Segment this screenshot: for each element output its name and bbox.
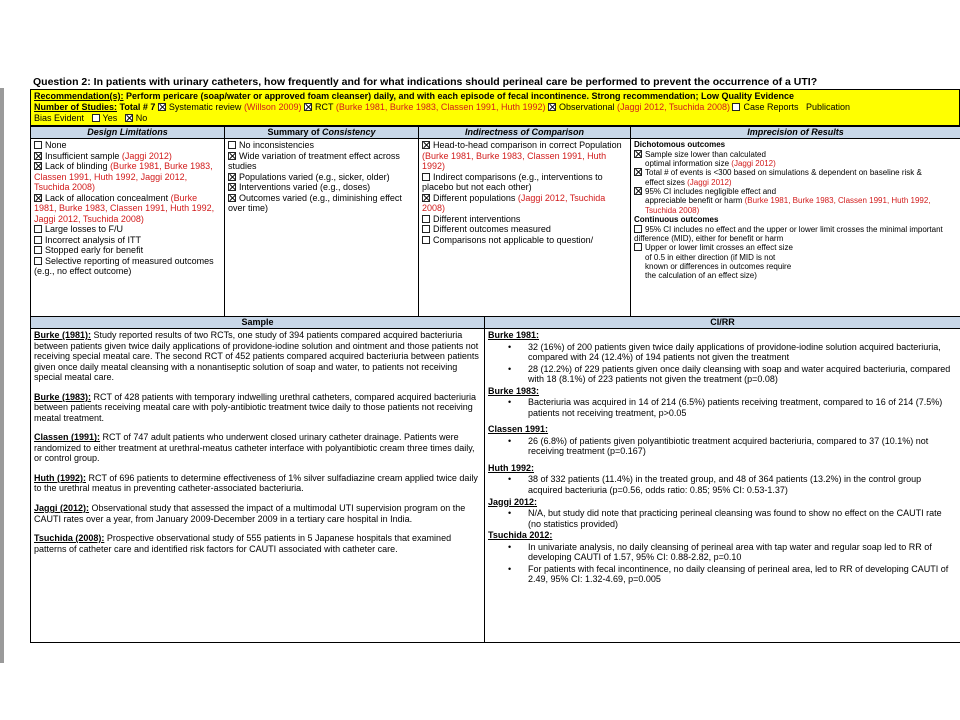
design-item (34, 224, 221, 235)
indirectness-item (422, 235, 627, 246)
studies-line (34, 102, 956, 113)
indirectness-header: Indirectness of Comparison (419, 127, 631, 139)
cirr-bullet: • N/A, but study did note that practicing perineal cleansing was found to show no effect on the CAUTI rate (no statistics provided) (488, 508, 957, 529)
consistency-item-text: Interventions varied (e.g., doses) (239, 182, 371, 193)
indirectness-checkbox[interactable] (422, 236, 430, 244)
consistency-item-text: Wide variation of treatment effect across studies (228, 150, 400, 172)
imprecision-item-text: 95% CI includes no effect and the upper or lower limit crosses the minimal important difference (MID), either for benefit or harm (634, 224, 943, 243)
cirr-group (488, 424, 957, 457)
indirectness-checkbox[interactable] (422, 215, 430, 223)
imprecision-item (634, 187, 957, 196)
observational-label: Observational (559, 102, 615, 113)
indirectness-item (422, 140, 627, 172)
recommendation-text: Perform pericare (soap/water or approved foam cleanser) daily, and with each episode of fecal incontinence. Strong recommendation; Low Quality Evidence (123, 91, 795, 102)
studies-label: Number of Studies: (34, 102, 118, 113)
indirectness-item (422, 214, 627, 225)
design-checkbox[interactable] (34, 236, 42, 244)
case-reports-checkbox[interactable] (732, 103, 740, 111)
summary-box (30, 89, 960, 126)
rct-checkbox[interactable] (304, 103, 312, 111)
design-item-text: None (45, 140, 67, 151)
design-item-text: Lack of blinding (45, 161, 108, 172)
indirectness-item (422, 193, 627, 214)
sample-cell (31, 329, 485, 643)
design-item (34, 161, 221, 193)
cirr-group (488, 463, 957, 496)
cirr-bullet: • In univariate analysis, no daily cleansing of perineal area with tap water and regular soap led to RR of developing CAUTI of 1.57, 95% CI: 0.88-2.82, p=0.10 (488, 542, 957, 563)
evidence-table-document (30, 74, 960, 643)
design-cell (31, 139, 225, 317)
imprecision-checkbox[interactable] (634, 150, 642, 158)
bias-yes-label: Yes (102, 113, 118, 124)
consistency-item-text: Outcomes varied (e.g., diminishing effect over time) (228, 192, 402, 214)
design-checkbox[interactable] (34, 162, 42, 170)
design-item (34, 140, 221, 151)
design-item-text: Incorrect analysis of ITT (45, 234, 142, 245)
indirectness-item (422, 172, 627, 193)
imprecision-header: Imprecision of Results (631, 127, 960, 139)
cirr-group (488, 386, 957, 419)
observational-ref: (Jaggi 2012, Tsuchida 2008) (617, 102, 730, 113)
indirectness-item-text: Head-to-head comparison in correct Population (433, 140, 622, 151)
indirectness-item-text: Different interventions (433, 213, 521, 224)
indirectness-item (422, 224, 627, 235)
design-item-ref: (Burke 1981, Burke 1983, Classen 1991, Huth 1992, Jaggi 2012, Tsuchida 2008) (34, 161, 213, 193)
cirr-study-name: Tsuchida 2012: (488, 530, 553, 541)
design-item-text: Lack of allocation concealment (45, 192, 169, 203)
sample-study-text: Prospective observational study of 555 patients in 5 Japanese hospitals that examined patterns of catheter care and identified risk factors for CAUTI associated with catheter care. (34, 533, 452, 554)
systematic-review-checkbox[interactable] (158, 103, 166, 111)
design-item (34, 256, 221, 277)
design-item-text: Large losses to F/U (45, 224, 124, 235)
bias-label: Bias Evident (34, 113, 85, 124)
indirectness-item-text: Different populations (433, 192, 516, 203)
sample-cirr-table (30, 316, 960, 643)
sample-entry (34, 432, 481, 464)
sample-header: Sample (31, 317, 485, 329)
sample-study-text: RCT of 696 patients to determine effectiveness of 1% silver sulfadiazine cream applied twice daily to the urethral meatus in preventing catheter-associated bacteriuria. (34, 472, 478, 494)
consistency-cell (225, 139, 419, 317)
design-item (34, 245, 221, 256)
consistency-header (225, 127, 419, 139)
studies-total: Total # 7 (119, 102, 156, 113)
imprecision-item-text: optimal information size (645, 159, 730, 168)
indirectness-item-text: Different outcomes measured (433, 224, 551, 235)
question-title: Question 2: In patients with urinary catheters, how frequently and for what indications should perineal care be performed to prevent the occurrence of a UTI? (33, 76, 818, 88)
design-checkbox[interactable] (34, 152, 42, 160)
consistency-checkbox[interactable] (228, 173, 236, 181)
sample-entry (34, 533, 481, 554)
sample-study-name: Burke (1981): (34, 330, 92, 341)
rct-ref: (Burke 1981, Burke 1983, Classen 1991, Huth 1992) (335, 102, 546, 113)
design-item-text: Insufficient sample (45, 150, 120, 161)
imprecision-item-text: Total # of events is <300 based on simulations & dependent on baseline risk & (645, 168, 922, 178)
systematic-review-ref: (Willson 2009) (243, 102, 302, 113)
design-item (34, 235, 221, 246)
indirectness-item-text: Indirect comparisons (e.g., interventions to placebo but not each other) (422, 171, 603, 193)
indirectness-item-ref: (Jaggi 2012, Tsuchida 2008) (422, 192, 606, 214)
bias-no-label: No (135, 113, 148, 124)
bias-yes-checkbox[interactable] (92, 114, 100, 122)
sample-study-name: Burke (1983): (34, 391, 92, 402)
consistency-checkbox[interactable] (228, 194, 236, 202)
design-item-text: Stopped early for benefit (45, 245, 144, 256)
consistency-item (228, 151, 415, 172)
consistency-item (228, 193, 415, 214)
cirr-study-name: Huth 1992: (488, 462, 535, 473)
sample-study-text: Study reported results of two RCTs, one study of 394 patients compared acquired bacteriuria between patients given twice daily applications of providone-iodine solution and ointment and those patients not receiving special meatal care. The second RCT of 452 patients compared acquired bacteriuria between patients given once daily meatal cleansing with a nonantiseptic solution of soap and water, to patients not receiving special meatal care. (34, 330, 479, 383)
design-checkbox[interactable] (34, 257, 42, 265)
imprecision-item-text: 95% CI includes negligible effect and (645, 187, 777, 197)
imprecision-item (634, 243, 957, 252)
rct-label: RCT (314, 102, 334, 113)
imprecision-item-cont: the calculation of an effect size) (645, 271, 757, 281)
imprecision-item-text: effect sizes (645, 177, 685, 187)
design-item (34, 151, 221, 162)
continuous-heading: Continuous outcomes (634, 215, 719, 225)
indirectness-item-ref: (Burke 1981, Burke 1983, Classen 1991, Huth 1992) (422, 150, 607, 172)
consistency-item-text: No inconsistencies (239, 140, 315, 151)
indirectness-checkbox[interactable] (422, 225, 430, 233)
sample-entry (34, 503, 481, 524)
design-checkbox[interactable] (34, 141, 42, 149)
cirr-study-name: Burke 1983: (488, 385, 540, 396)
indirectness-checkbox[interactable] (422, 141, 430, 149)
imprecision-item-cont (634, 159, 957, 168)
consistency-checkbox[interactable] (228, 152, 236, 160)
cirr-group (488, 530, 957, 585)
imprecision-item (634, 168, 957, 177)
sample-study-text: RCT of 747 adult patients who underwent closed urinary catheter drainage. Patients were randomized to either treatment at urethral-meatus catheter interface with polyantibiotic cream three times daily, or control group. (34, 432, 475, 464)
cirr-bullet: • For patients with fecal incontinence, no daily cleansing of perineal area, led to RR of developing CAUTI of 2.49, 95% CI: 1.32-4.69, p=0.005 (488, 564, 957, 585)
imprecision-item-ref: (Jaggi 2012) (687, 177, 732, 187)
consistency-item (228, 182, 415, 193)
cirr-bullet: • 38 of 332 patients (11.4%) in the treated group, and 48 of 364 patients (13.2%) in the control group acquired bacteriuria (p=0.56, odds ratio: 0.85; 95% CI: 0.53-1.37) (488, 474, 957, 495)
imprecision-item-text: Upper or lower limit crosses an effect size (645, 243, 793, 253)
consistency-item-text: Populations varied (e.g., sicker, older) (239, 171, 390, 182)
sample-study-name: Tsuchida (2008): (34, 533, 105, 544)
recommendation-line (34, 91, 956, 102)
cirr-study-name: Classen 1991: (488, 424, 549, 435)
imprecision-checkbox[interactable] (634, 187, 642, 195)
sample-study-name: Classen (1991): (34, 432, 101, 443)
imprecision-checkbox[interactable] (634, 243, 642, 251)
imprecision-item-cont (634, 196, 957, 215)
cirr-study-name: Burke 1981: (488, 330, 540, 341)
sample-entry (34, 392, 481, 424)
cirr-bullet: • Bacteriuria was acquired in 14 of 214 (6.5%) patients receiving treatment, compared to 16 of 214 (7.5%) patients not receiving treatment, p>0.05 (488, 397, 957, 418)
consistency-checkbox[interactable] (228, 183, 236, 191)
cirr-bullet: • 32 (16%) of 200 patients given twice daily applications of providone-iodine solution acquired bacteriuria, compared with 24 (12.4%) of 194 patients not given the treatment (488, 342, 957, 363)
sample-entry (34, 473, 481, 494)
bias-no-checkbox[interactable] (125, 114, 133, 122)
imprecision-item (634, 225, 957, 244)
sample-study-name: Huth (1992): (34, 472, 87, 483)
imprecision-cell (631, 139, 960, 317)
indirectness-checkbox[interactable] (422, 194, 430, 202)
cirr-bullet: • 28 (12.2%) of 229 patients given once daily cleansing with soap and water acquired bacteriuria, compared with 18 (8.1%) of 223 patients not given the treatment (p=0.08) (488, 364, 957, 385)
design-checkbox[interactable] (34, 194, 42, 202)
design-checkbox[interactable] (34, 246, 42, 254)
indirectness-checkbox[interactable] (422, 173, 430, 181)
sample-entry (34, 330, 481, 383)
sample-study-name: Jaggi (2012): (34, 502, 90, 513)
cirr-study-name: Jaggi 2012: (488, 496, 538, 507)
cirr-group (488, 330, 957, 385)
design-item-ref: (Burke 1981, Burke 1983, Classen 1991, Huth 1992, Jaggi 2012, Tsuchida 2008) (34, 192, 215, 224)
left-edge-bar (0, 88, 4, 663)
systematic-review-label: Systematic review (168, 102, 242, 113)
consistency-checkbox[interactable] (228, 141, 236, 149)
imprecision-item-cont (634, 178, 957, 187)
imprecision-item-text: appreciable benefit or harm (645, 196, 743, 206)
sample-study-text: RCT of 428 patients with temporary indwelling urethral catheters, compared acquired bacteriuria between patients receiving meatal care with poly-antibiotic treatment twice daily to those patients not receiving meatal treatment. (34, 391, 477, 423)
dichotomous-heading: Dichotomous outcomes (634, 140, 726, 150)
consistency-item (228, 140, 415, 151)
imprecision-item-text: Sample size lower than calculated (645, 149, 766, 159)
grade-table (30, 126, 960, 317)
consistency-header-term: Consistency (321, 127, 376, 138)
design-item (34, 193, 221, 225)
sample-study-text: Observational study that assessed the impact of a multimodal UTI supervision program on the CAUTI rates over a year, from January 2009-December 2009 in a tertiary care hospital in India. (34, 502, 466, 524)
consistency-item (228, 172, 415, 183)
imprecision-item-cont: of 0.5 in either direction (if MID is not (645, 252, 776, 262)
bias-line (34, 113, 956, 124)
indirectness-item-text: Comparisons not applicable to question/ (433, 234, 594, 245)
imprecision-checkbox[interactable] (634, 168, 642, 176)
observational-checkbox[interactable] (548, 103, 556, 111)
cirr-group (488, 497, 957, 530)
imprecision-item-cont: known or differences in outcomes require (645, 261, 792, 271)
design-item-ref: (Jaggi 2012) (121, 150, 172, 161)
recommendation-label: Recommendation(s): (34, 91, 124, 102)
case-reports-label: Case Reports (743, 102, 799, 113)
design-item-text: Selective reporting of measured outcomes (e.g., no effect outcome) (34, 255, 214, 277)
imprecision-item-ref: (Burke 1981, Burke 1983, Classen 1991, Huth 1992, Tsuchida 2008) (645, 196, 931, 215)
design-checkbox[interactable] (34, 225, 42, 233)
imprecision-checkbox[interactable] (634, 225, 642, 233)
indirectness-cell (419, 139, 631, 317)
publication-label: Publication (806, 102, 851, 113)
cirr-cell (485, 329, 960, 643)
imprecision-item (634, 150, 957, 159)
cirr-bullet: • 26 (6.8%) of patients given polyantibiotic treatment acquired bacteriuria, compared to 37 (10.1%) not receiving treatment (p=0.167) (488, 436, 957, 457)
consistency-header-prefix: Summary of (267, 127, 322, 138)
design-header: Design Limitations (31, 127, 225, 139)
imprecision-item-ref: (Jaggi 2012) (731, 159, 776, 168)
cirr-header: CI/RR (485, 317, 960, 329)
